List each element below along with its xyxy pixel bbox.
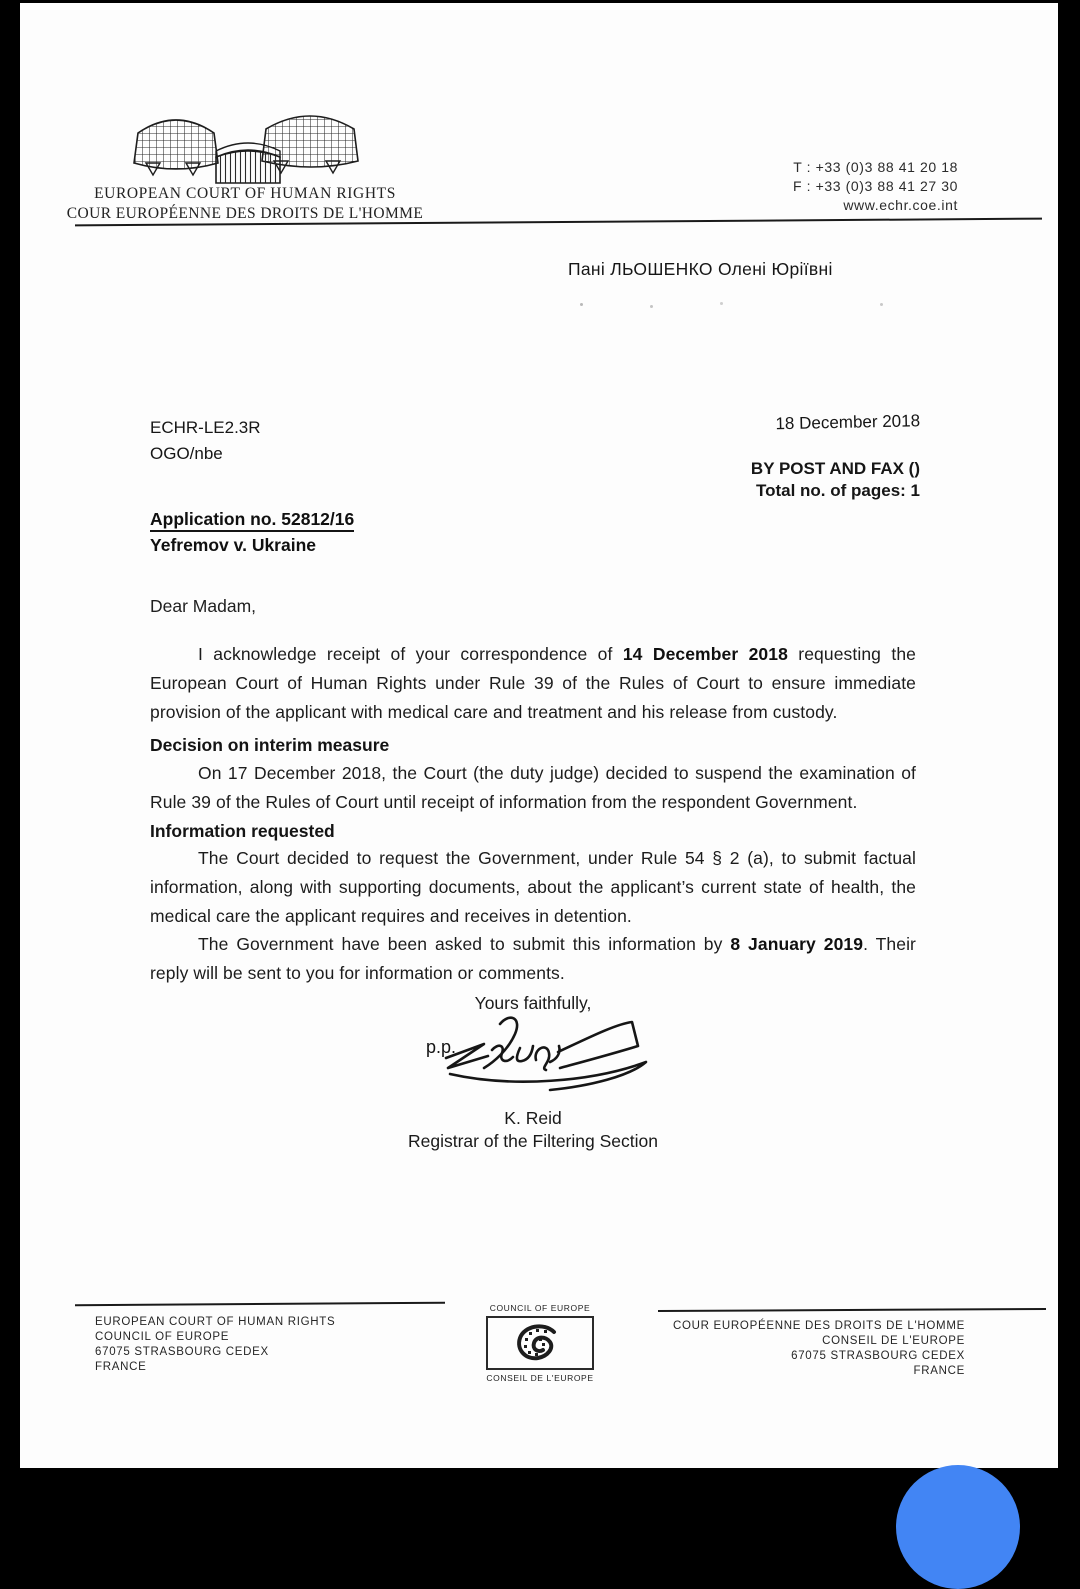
reference-block (150, 415, 261, 467)
letter-date: 18 December 2018 (775, 411, 921, 434)
paragraph-information: The Court decided to request the Government, under Rule 54 § 2 (a), to submit factual information, along with supporting documents, about the applicant’s current state of health, the medical care the applicant requires and receives in detention. (150, 848, 916, 926)
coe-caption-en: COUNCIL OF EUROPE (489, 1303, 591, 1313)
footer-address-fr (673, 1319, 965, 1379)
page-count: Total no. of pages: 1 (755, 481, 920, 500)
reference-initials: OGO/nbe (150, 444, 223, 463)
footer-line: 67075 STRASBOURG CEDEX (791, 1350, 965, 1362)
footer-line: 67075 STRASBOURG CEDEX (95, 1346, 269, 1358)
footer-line: EUROPEAN COURT OF HUMAN RIGHTS (95, 1316, 336, 1328)
heading-information: Information requested (150, 821, 335, 841)
deadline-emphasis: 8 January 2019 (730, 934, 864, 954)
recipient-name: Пані ЛЬОШЕНКО Олені Юріївні (568, 259, 833, 279)
footer-line: FRANCE (913, 1365, 965, 1377)
case-name: Yefremov v. Ukraine (150, 535, 317, 555)
paragraph-decision: On 17 December 2018, the Court (the duty judge) decided to suspend the examination of Rule 39 of the Rules of Court until receipt of information from the respondent Government. (150, 763, 916, 812)
delivery-method: BY POST AND FAX () (750, 459, 920, 478)
paragraph-text: . Their reply will be sent to you for information or comments. (150, 934, 916, 983)
org-name-fr: COUR EUROPÉENNE DES DROITS DE L'HOMME (66, 205, 424, 222)
footer-line: FRANCE (95, 1361, 147, 1373)
footer-right-divider (658, 1308, 1046, 1312)
paragraph-acknowledge (150, 640, 916, 727)
coe-caption-fr: CONSEIL DE L'EUROPE (486, 1373, 594, 1383)
footer-line: COUR EUROPÉENNE DES DROITS DE L'HOMME (673, 1320, 965, 1332)
salutation: Dear Madam, (150, 596, 257, 616)
paragraph-deadline (150, 930, 916, 988)
contact-block (793, 158, 958, 215)
coe-spiral-icon (508, 1322, 572, 1364)
floating-action-button[interactable] (896, 1465, 1020, 1589)
signer-title: Registrar of the Filtering Section (408, 1131, 658, 1151)
footer-line: CONSEIL DE L'EUROPE (822, 1335, 965, 1347)
date-emphasis: 14 December 2018 (622, 644, 788, 664)
application-number: Application no. 52812/16 (150, 509, 354, 532)
signer-name: K. Reid (504, 1108, 562, 1128)
date-delivery-block (751, 413, 920, 501)
paragraph-text: requesting the European Court of Human Rights under Rule 39 of the Rules of Court to ensure immediate provision of the applicant with medical care and treatment and his release from custody. (150, 644, 916, 722)
letter-page (20, 3, 1058, 1468)
fax-number: F : +33 (0)3 88 41 27 30 (792, 178, 958, 194)
application-block (150, 509, 354, 556)
paragraph-text: I acknowledge receipt of your correspondence of (198, 644, 623, 664)
council-of-europe-logo (478, 1303, 602, 1383)
footer-address-en (95, 1315, 335, 1375)
redacted-address-marks (580, 303, 583, 306)
footer-left-divider (75, 1302, 445, 1307)
coe-logo-box (486, 1316, 594, 1370)
echr-building-logo (128, 105, 368, 193)
pp-label: p.p. (426, 1037, 457, 1057)
paragraph-text: The Government have been asked to submit this information by (198, 934, 731, 954)
website-url: www.echr.coe.int (843, 197, 958, 213)
footer-line: COUNCIL OF EUROPE (95, 1331, 230, 1343)
valediction: Yours faithfully, (474, 993, 592, 1013)
reference-code: ECHR-LE2.3R (150, 418, 261, 437)
handwritten-signature (432, 1008, 672, 1103)
org-name-en: EUROPEAN COURT OF HUMAN RIGHTS (94, 185, 396, 202)
heading-decision: Decision on interim measure (150, 735, 390, 755)
phone-number: T : +33 (0)3 88 41 20 18 (793, 159, 958, 175)
